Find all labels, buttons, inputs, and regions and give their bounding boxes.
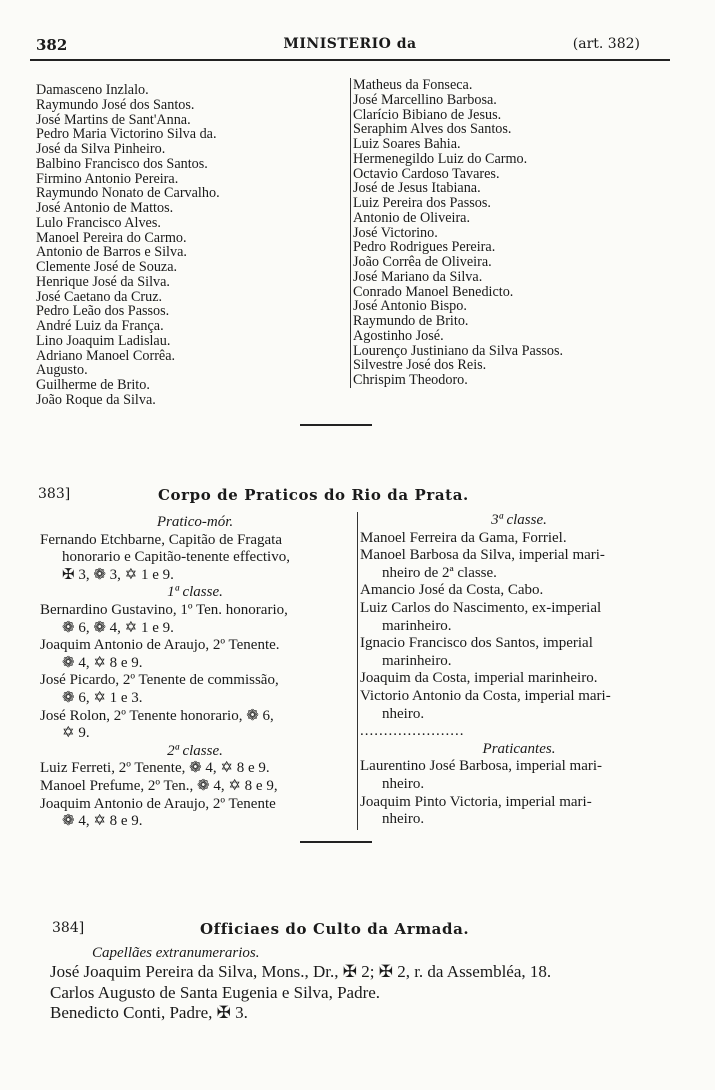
name-entry: Firmino Antonio Pereira. [36, 170, 179, 187]
name-entry: Adriano Manoel Corrêa. [36, 347, 176, 364]
entry-first-line: Fernando Etchbarne, Capitão de Fragata [40, 531, 282, 548]
section-384-heading [52, 920, 672, 942]
name-entry: Damasceno Inzlalo. [36, 82, 149, 98]
name-entry: Antonio de Barros e Silva. [36, 244, 187, 261]
entry-first-line: Laurentino José Barbosa, imperial mari- [360, 758, 603, 775]
name-entry: José da Silva Pinheiro. [36, 141, 166, 157]
name-entry: Seraphim Alves dos Santos. [353, 121, 512, 138]
roster-entry [360, 530, 678, 548]
entry-first-line: Joaquim da Costa, imperial marinheiro. [360, 670, 598, 687]
name-entry: José Antonio de Mattos. [36, 200, 174, 216]
name-entry: Pedro Rodrigues Pereira. [353, 239, 496, 256]
roster-entry [360, 600, 678, 635]
roster-entry [40, 532, 350, 585]
class-heading: 1ª classe. [167, 584, 223, 601]
section-384-number: 384] [52, 920, 85, 936]
name-entry: Clarício Bibiano de Jesus. [353, 106, 502, 123]
section-384-subtitle: Capellães extranumerarios. [92, 945, 260, 961]
section-383-number: 383] [38, 486, 71, 502]
name-entry: Clemente José de Souza. [36, 259, 178, 275]
name-entry: Lulo Francisco Alves. [36, 214, 161, 231]
name-entry: Augusto. [36, 362, 88, 379]
class-heading: 3ª classe. [491, 512, 547, 528]
entry-first-line: José Picardo, 2º Tenente de commissão, [40, 672, 279, 689]
name-entry: Luiz Pereira dos Passos. [353, 195, 491, 211]
name-entry: Pedro Leão dos Passos. [36, 303, 170, 320]
section-383-title: Corpo de Praticos do Rio da Prata. [158, 486, 469, 504]
entry-first-line: Joaquim Antonio de Araujo, 2º Tenente [40, 795, 276, 812]
name-list-left [36, 83, 220, 408]
name-entry: José de Jesus Itabiana. [353, 180, 481, 197]
roster-entry [40, 602, 350, 637]
page-number: 382 [36, 36, 68, 54]
header-rule [30, 59, 670, 61]
chaplain-entry: Carlos Augusto de Santa Eugenia e Silva, Padre. [50, 982, 381, 1002]
roster-entry [360, 547, 678, 582]
name-entry: Silvestre José dos Reis. [353, 357, 487, 374]
name-entry: Guilherme de Brito. [36, 377, 150, 393]
class-heading: Pratico-mór. [156, 514, 234, 530]
entry-first-line: Ignacio Francisco dos Santos, imperial [360, 635, 593, 652]
name-entry: Agostinho José. [353, 327, 444, 344]
roster-entry [360, 582, 678, 600]
entry-first-line: Manoel Prefume, 2º Ten., ❁ 4, ✡ 8 e 9, [40, 777, 278, 794]
section-383-right-column [357, 512, 678, 830]
roster-entry [40, 708, 350, 743]
entry-continuation: marinheiro. [382, 652, 452, 669]
entry-first-line: Luiz Carlos do Nascimento, ex-imperial [360, 599, 602, 616]
entry-first-line: Bernardino Gustavino, 1º Ten. honorario, [40, 601, 288, 618]
entry-continuation: ❁ 6, ❁ 4, ✡ 1 e 9. [62, 619, 174, 636]
name-entry: João Roque da Silva. [36, 391, 156, 408]
entry-first-line: Manoel Barbosa da Silva, imperial mari- [360, 547, 605, 564]
name-entry: Raymundo Nonato de Carvalho. [36, 185, 220, 202]
roster-entry [360, 758, 678, 793]
entry-first-line: Luiz Ferreti, 2º Tenente, ❁ 4, ✡ 8 e 9. [40, 760, 270, 777]
entry-continuation: ❁ 4, ✡ 8 e 9. [62, 813, 143, 830]
article-reference: (art. 382) [572, 36, 640, 52]
section-divider [300, 424, 372, 426]
running-title: MINISTERIO da [283, 36, 417, 52]
roster-entry [40, 778, 350, 796]
entry-continuation: honorario e Capitão-tenente effectivo, [62, 549, 290, 566]
name-entry: José Mariano da Silva. [353, 268, 483, 285]
entry-first-line: Joaquim Antonio de Araujo, 2º Tenente. [40, 637, 280, 654]
name-list-right [350, 78, 563, 388]
name-entry: Pedro Maria Victorino Silva da. [36, 126, 217, 143]
entry-first-line: Joaquim Pinto Victoria, imperial mari- [360, 793, 592, 810]
name-entry: Raymundo de Brito. [353, 313, 469, 329]
roster-entry [360, 635, 678, 670]
name-entry: José Victorino. [353, 224, 438, 241]
section-384-title: Officiaes do Culto da Armada. [200, 920, 470, 938]
roster-entry [40, 796, 350, 831]
entry-continuation: nheiro. [382, 705, 425, 722]
entry-continuation: nheiro de 2ª classe. [382, 564, 497, 581]
roster-entry [40, 672, 350, 707]
entry-continuation: ❁ 6, ✡ 1 e 3. [62, 689, 143, 706]
roster-entry [360, 688, 678, 723]
name-entry: Balbino Francisco dos Santos. [36, 155, 208, 172]
roster-entry [360, 670, 678, 688]
entry-continuation: nheiro. [382, 811, 425, 828]
name-entry: Lino Joaquim Ladislau. [36, 332, 171, 349]
entry-first-line: Manoel Ferreira da Gama, Forriel. [360, 529, 567, 546]
class-heading: Praticantes. [482, 740, 556, 757]
section-384-entries [50, 962, 551, 1024]
name-entry: Octavio Cardoso Tavares. [353, 165, 500, 182]
entry-first-line: José Rolon, 2º Tenente honorario, ❁ 6, [40, 707, 274, 724]
name-entry: Hermenegildo Luiz do Carmo. [353, 150, 528, 167]
roster-entry [40, 760, 350, 778]
entry-continuation: nheiro. [382, 775, 425, 792]
chaplain-entry: Benedicto Conti, Padre, ✠ 3. [50, 1003, 248, 1022]
name-entry: Antonio de Oliveira. [353, 209, 471, 226]
name-entry: Manoel Pereira do Carmo. [36, 229, 187, 246]
section-383-heading [38, 486, 678, 508]
name-entry: Matheus da Fonseca. [353, 77, 473, 93]
name-entry: José Marcellino Barbosa. [353, 91, 497, 108]
name-entry: Lourenço Justiniano da Silva Passos. [353, 342, 564, 359]
name-entry: Raymundo José dos Santos. [36, 96, 195, 113]
entry-first-line: Amancio José da Costa, Cabo. [360, 582, 544, 599]
page-header [30, 36, 670, 58]
section-383-left-column [40, 514, 350, 831]
entry-continuation: marinheiro. [382, 617, 452, 634]
roster-entry [360, 794, 678, 829]
name-entry: José Antonio Bispo. [353, 298, 467, 315]
name-entry: João Corrêa de Oliveira. [353, 254, 492, 270]
entry-continuation: ✠ 3, ❁ 3, ✡ 1 e 9. [62, 566, 174, 583]
name-entry: Luiz Soares Bahia. [353, 136, 461, 152]
entry-continuation: ✡ 9. [62, 725, 90, 742]
name-entry: José Martins de Sant'Anna. [36, 111, 191, 128]
entry-first-line: Victorio Antonio da Costa, imperial mari- [360, 687, 611, 704]
name-entry: Henrique José da Silva. [36, 273, 170, 290]
roster-entry [40, 637, 350, 672]
entry-continuation: ❁ 4, ✡ 8 e 9. [62, 654, 143, 671]
class-heading: 2ª classe. [167, 742, 223, 759]
chaplain-entry: José Joaquim Pereira da Silva, Mons., Dr., ✠ 2; ✠ 2, r. da Assembléa, 18. [50, 962, 552, 981]
name-entry: André Luiz da França. [36, 318, 164, 334]
section-divider [300, 841, 372, 843]
name-entry: Conrado Manoel Benedicto. [353, 283, 514, 300]
name-entry: Chrispim Theodoro. [353, 372, 468, 388]
name-entry: José Caetano da Cruz. [36, 288, 163, 305]
dotted-leader: ...................... [360, 723, 465, 740]
